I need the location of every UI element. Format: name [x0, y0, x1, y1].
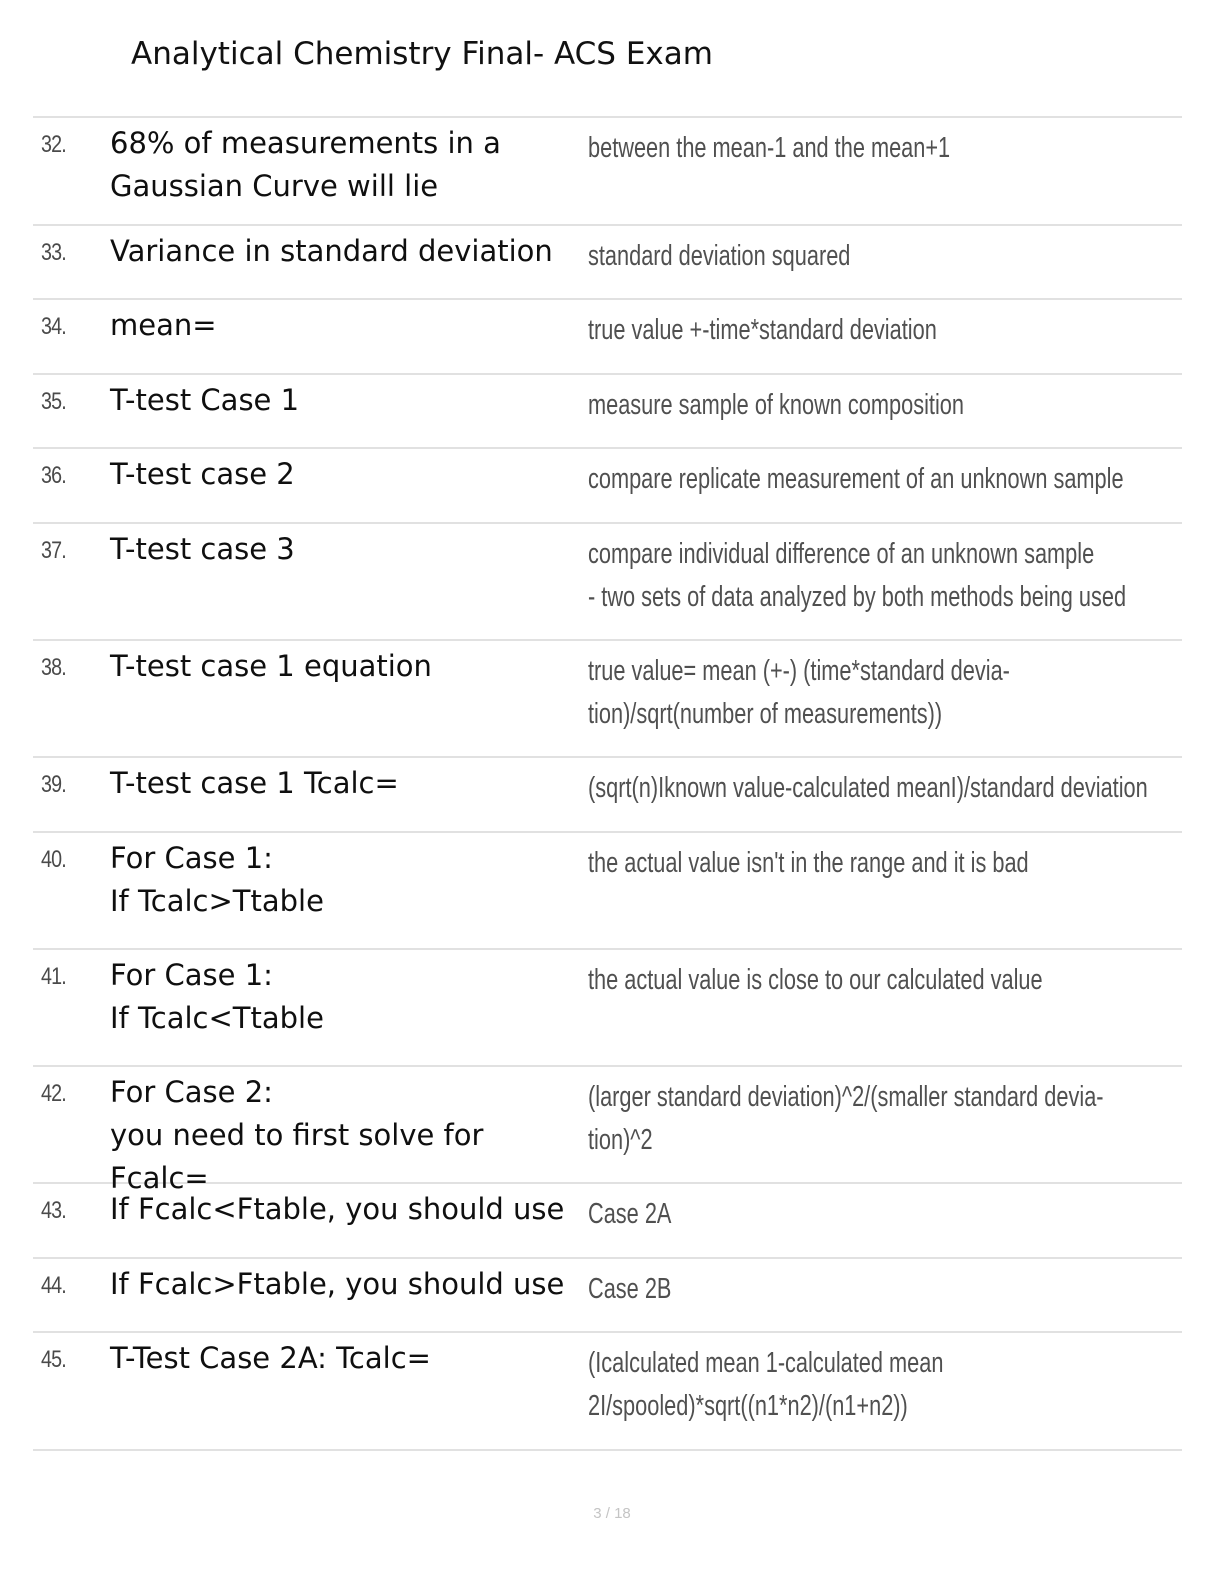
- card-definition: (larger standard deviation)^2/(smaller standard devia- tion)^2: [588, 1081, 1104, 1156]
- card-term: If Fcalc>Ftable, you should use: [110, 1267, 565, 1301]
- flashcard-row: [33, 641, 1182, 758]
- card-number: 45.: [41, 1346, 66, 1373]
- card-term: 68% of measurements in a Gaussian Curve will lie: [110, 126, 501, 203]
- flashcard-row: [33, 950, 1182, 1067]
- flashcard-row: [33, 118, 1182, 226]
- card-number: 44.: [41, 1272, 66, 1299]
- card-term: T-test case 1 Tcalc=: [110, 766, 399, 800]
- card-number: 42.: [41, 1080, 66, 1107]
- card-definition: compare replicate measurement of an unknown sample: [588, 463, 1124, 495]
- card-definition: standard deviation squared: [588, 240, 851, 272]
- page-title: Analytical Chemistry Final- ACS Exam: [131, 36, 713, 72]
- flashcard-row: [33, 449, 1182, 524]
- card-definition: the actual value is close to our calculated value: [588, 964, 1043, 996]
- card-term: T-test Case 1: [110, 383, 300, 417]
- flashcard-row: [33, 758, 1182, 833]
- card-term: T-Test Case 2A: Tcalc=: [110, 1341, 431, 1375]
- card-definition: the actual value isn't in the range and it is bad: [588, 847, 1029, 879]
- flashcard-row: [33, 1184, 1182, 1259]
- flashcard-row: [33, 1333, 1182, 1451]
- flashcard-row: [33, 833, 1182, 950]
- card-definition: (sqrt(n)Iknown value-calculated meanI)/standard deviation: [588, 772, 1148, 804]
- card-number: 33.: [41, 239, 66, 266]
- card-definition: true value= mean (+-) (time*standard devia- tion)/sqrt(number of measurements)): [588, 655, 1010, 730]
- flashcard-list: [33, 116, 1182, 1451]
- flashcard-row: [33, 300, 1182, 375]
- card-term: For Case 2: you need to first solve for Fcalc=: [110, 1075, 484, 1195]
- card-definition: between the mean-1 and the mean+1: [588, 132, 951, 164]
- card-number: 36.: [41, 462, 66, 489]
- card-definition: Case 2B: [588, 1273, 672, 1305]
- card-number: 39.: [41, 771, 66, 798]
- card-number: 35.: [41, 388, 66, 415]
- card-term: For Case 1: If Tcalc>Ttable: [110, 841, 324, 918]
- card-number: 37.: [41, 537, 66, 564]
- page-number: 3 / 18: [593, 1505, 631, 1522]
- flashcard-row: [33, 1067, 1182, 1195]
- card-term: mean=: [110, 308, 217, 342]
- card-definition: measure sample of known composition: [588, 389, 964, 421]
- card-definition: Case 2A: [588, 1198, 672, 1230]
- flashcard-row: [33, 1259, 1182, 1333]
- card-number: 34.: [41, 313, 66, 340]
- card-number: 32.: [41, 131, 66, 158]
- card-number: 38.: [41, 654, 66, 681]
- flashcard-row: [33, 375, 1182, 449]
- card-number: 40.: [41, 846, 66, 873]
- card-term: Variance in standard deviation: [110, 234, 553, 268]
- card-term: T-test case 2: [110, 457, 295, 491]
- card-definition: compare individual difference of an unknown sample - two sets of data analyzed by both methods being used: [588, 538, 1127, 613]
- card-number: 41.: [41, 963, 66, 990]
- card-term: If Fcalc<Ftable, you should use: [110, 1192, 565, 1226]
- flashcard-row: [33, 226, 1182, 300]
- card-definition: (Icalculated mean 1-calculated mean 2I/spooled)*sqrt((n1*n2)/(n1+n2)): [588, 1347, 944, 1422]
- flashcard-row: [33, 524, 1182, 641]
- card-term: T-test case 1 equation: [110, 649, 432, 683]
- card-definition: true value +-time*standard deviation: [588, 314, 937, 346]
- card-term: T-test case 3: [110, 532, 295, 566]
- card-number: 43.: [41, 1197, 66, 1224]
- card-term: For Case 1: If Tcalc<Ttable: [110, 958, 324, 1035]
